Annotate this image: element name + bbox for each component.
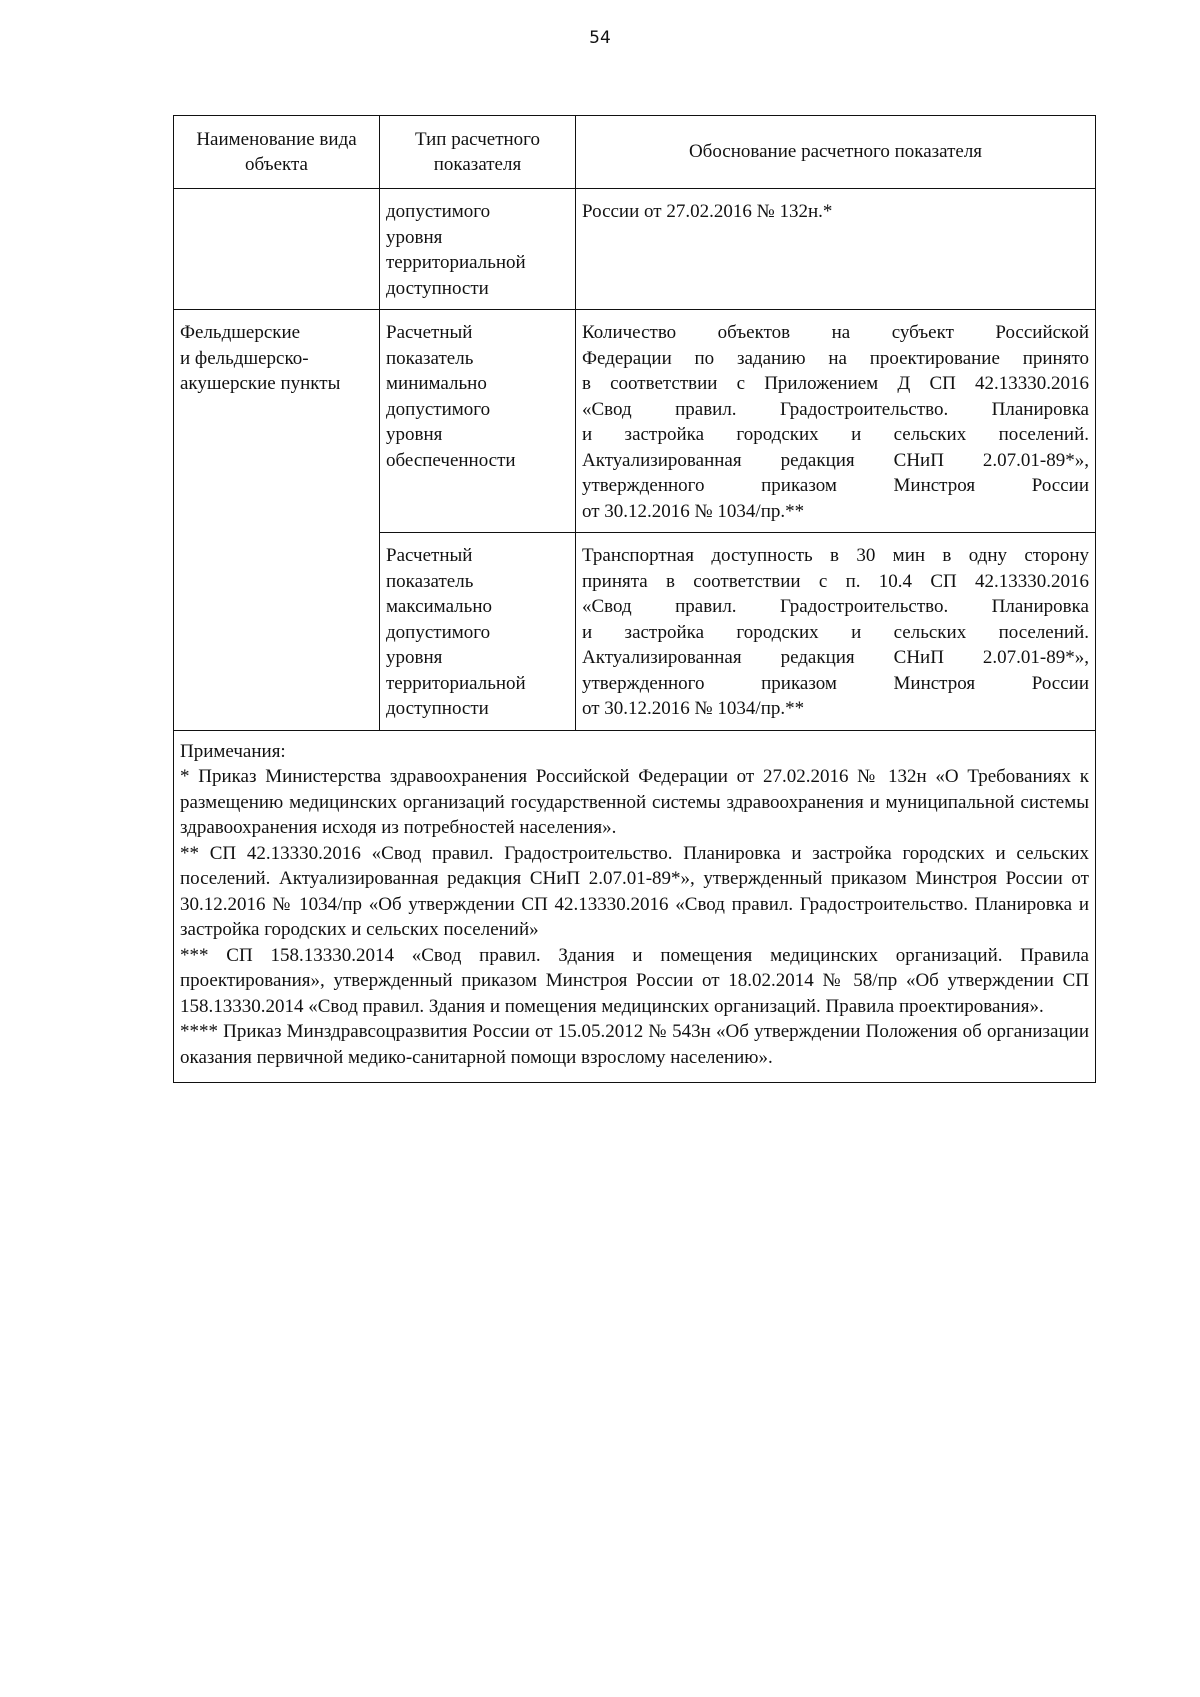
note-item: **** Приказ Минздравсоцразвития России от 15.05.2012 № 543н «Об утверждении Положения об организации оказания первичной медико-санитарной помощи взрослому населению». <box>180 1021 1089 1068</box>
row3-basis-line: утвержденного приказом Минстроя России <box>582 672 1089 694</box>
page-number: 54 <box>589 28 611 48</box>
row2-basis-line: и застройка городских и сельских поселений. <box>582 424 1089 445</box>
row3-type-line: уровня <box>386 647 443 668</box>
header-indicator-basis: Обоснование расчетного показателя <box>576 116 1096 189</box>
row1-type-line: уровня <box>386 226 443 248</box>
note-item: *** СП 158.13330.2014 «Свод правил. Здания и помещения медицинских организаций. Правила проектирования», утвержденный приказом Минстроя России от 18.02.2014 № 58/пр «Об утверждении СП 158.13330.2014 «Свод правил. Здания и помещения медицинских организаций. Правила проектирования». <box>180 944 1089 1017</box>
table-row <box>174 310 1096 533</box>
row2-basis-line: в соответствии с Приложением Д СП 42.13330.2016 <box>582 373 1089 394</box>
row2-basis-line: от 30.12.2016 № 1034/пр.** <box>582 500 805 522</box>
row3-type-line: допустимого <box>386 621 491 643</box>
row3-type-line: показатель <box>386 570 474 592</box>
notes-row <box>174 730 1096 1083</box>
row2-basis-cell <box>576 310 1096 533</box>
header-object-name: Наименование вида объекта <box>174 116 380 189</box>
row2-basis-line: утвержденного приказом Минстроя России <box>582 475 1089 496</box>
table-header-row <box>174 116 1096 189</box>
row2-type-line: минимально <box>386 373 487 394</box>
row1-type-line: доступности <box>386 277 489 299</box>
notes-title: Примечания: <box>180 740 286 762</box>
row3-type-line: территориальной <box>386 672 526 694</box>
row2-basis-line: «Свод правил. Градостроительство. Планировка <box>582 398 1089 420</box>
table-row <box>174 189 1096 310</box>
row3-basis-line: «Свод правил. Градостроительство. Планировка <box>582 596 1089 617</box>
row2-type-line: допустимого <box>386 398 491 420</box>
row2-type-line: уровня <box>386 424 443 445</box>
row2-type-line: показатель <box>386 347 474 369</box>
row3-basis-line: Транспортная доступность в 30 мин в одну сторону <box>582 545 1089 566</box>
indicator-table <box>173 115 1096 1083</box>
row3-basis-line: принята в соответствии с п. 10.4 СП 42.13330.2016 <box>582 570 1089 592</box>
note-item: ** СП 42.13330.2016 «Свод правил. Градостроительство. Планировка и застройка городских и сельских поселений. Актуализированная редакция СНиП 2.07.01-89*», утвержденный приказом Минстроя России от 30.12.2016 № 1034/пр «Об утверждении СП 42.13330.2016 «Свод правил. Градостроительство. Планировка и застройка городских и сельских поселений» <box>180 842 1089 940</box>
row3-type-line: Расчетный <box>386 545 473 566</box>
row1-type-line: территориальной <box>386 252 526 273</box>
row3-type-cell <box>380 533 576 731</box>
row3-type-line: доступности <box>386 698 489 719</box>
object-name-line: Фельдшерские <box>180 322 301 343</box>
note-item: * Приказ Министерства здравоохранения Российской Федерации от 27.02.2016 № 132н «О Требованиях к размещению медицинских организаций государственной системы здравоохранения и муниципальной системы здравоохранения исходя из потребностей населения». <box>180 766 1089 838</box>
row2-basis-line: Количество объектов на субъект Российской <box>582 322 1089 343</box>
row2-basis-line: Актуализированная редакция СНиП 2.07.01-89*», <box>582 449 1089 471</box>
row2-type-cell <box>380 310 576 533</box>
row1-type-cell <box>380 189 576 310</box>
notes-cell <box>174 730 1096 1083</box>
header-indicator-type: Тип расчетного показателя <box>380 116 576 189</box>
row1-object-cell <box>174 189 380 310</box>
row3-basis-cell <box>576 533 1096 731</box>
row3-basis-line: Актуализированная редакция СНиП 2.07.01-89*», <box>582 647 1089 668</box>
object-name-line: акушерские пункты <box>180 373 341 394</box>
row1-basis-cell: России от 27.02.2016 № 132н.* <box>576 189 1096 310</box>
row3-type-line: максимально <box>386 596 492 617</box>
object-name-line: и фельдшерско- <box>180 347 309 369</box>
row1-type-line: допустимого <box>386 201 491 222</box>
row2-type-line: Расчетный <box>386 322 473 343</box>
row3-basis-line: от 30.12.2016 № 1034/пр.** <box>582 698 805 719</box>
row2-object-cell <box>174 310 380 731</box>
row2-type-line: обеспеченности <box>386 449 516 471</box>
row3-basis-line: и застройка городских и сельских поселений. <box>582 621 1089 643</box>
row2-basis-line: Федерации по заданию на проектирование принято <box>582 347 1089 369</box>
